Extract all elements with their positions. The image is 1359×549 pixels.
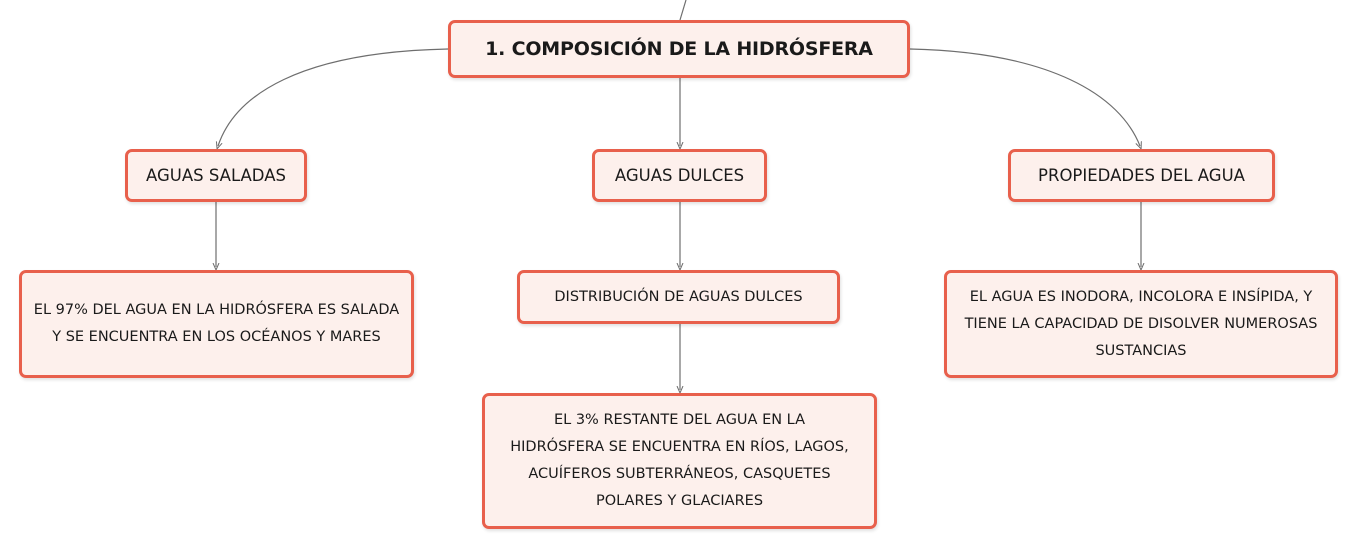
subtopic-propiedades-detail-text: EL AGUA ES INODORA, INCOLORA E INSÍPIDA, Y TIENE LA CAPACIDAD DE DISOLVER NUMEROSAS SUSTANCIAS: [964, 288, 1318, 359]
topic-aguas-dulces[interactable]: [592, 149, 767, 202]
topic-aguas-saladas-label: AGUAS SALADAS: [146, 166, 286, 185]
parent-connector: [680, 0, 686, 20]
connector-root-propiedades: [910, 49, 1140, 146]
subtopic-distribucion-aguas-dulces-text: DISTRIBUCIÓN DE AGUAS DULCES: [554, 288, 803, 305]
subtopic-tres-por-ciento-detail-text: EL 3% RESTANTE DEL AGUA EN LA HIDRÓSFERA SE ENCUENTRA EN RÍOS, LAGOS, ACUÍFEROS SUBTERRÁNEOS, CASQUETES POLARES Y GLACIARES: [510, 412, 849, 509]
connector-root-saladas: [218, 49, 448, 146]
subtopic-propiedades-detail[interactable]: [944, 270, 1338, 378]
topic-aguas-dulces-label: AGUAS DULCES: [614, 166, 745, 185]
subtopic-distribucion-aguas-dulces[interactable]: [517, 270, 840, 324]
root-topic-node[interactable]: [448, 20, 910, 78]
topic-propiedades-agua-label: PROPIEDADES DEL AGUA: [1038, 166, 1245, 185]
root-topic-label: 1. COMPOSICIÓN DE LA HIDRÓSFERA: [485, 38, 873, 60]
subtopic-tres-por-ciento-detail[interactable]: [482, 393, 877, 529]
topic-propiedades-agua[interactable]: [1008, 149, 1275, 202]
subtopic-aguas-saladas-detail-text: EL 97% DEL AGUA EN LA HIDRÓSFERA ES SALADA Y SE ENCUENTRA EN LOS OCÉANOS Y MARES: [33, 302, 400, 345]
subtopic-aguas-saladas-detail[interactable]: [19, 270, 414, 378]
topic-aguas-saladas[interactable]: [125, 149, 307, 202]
